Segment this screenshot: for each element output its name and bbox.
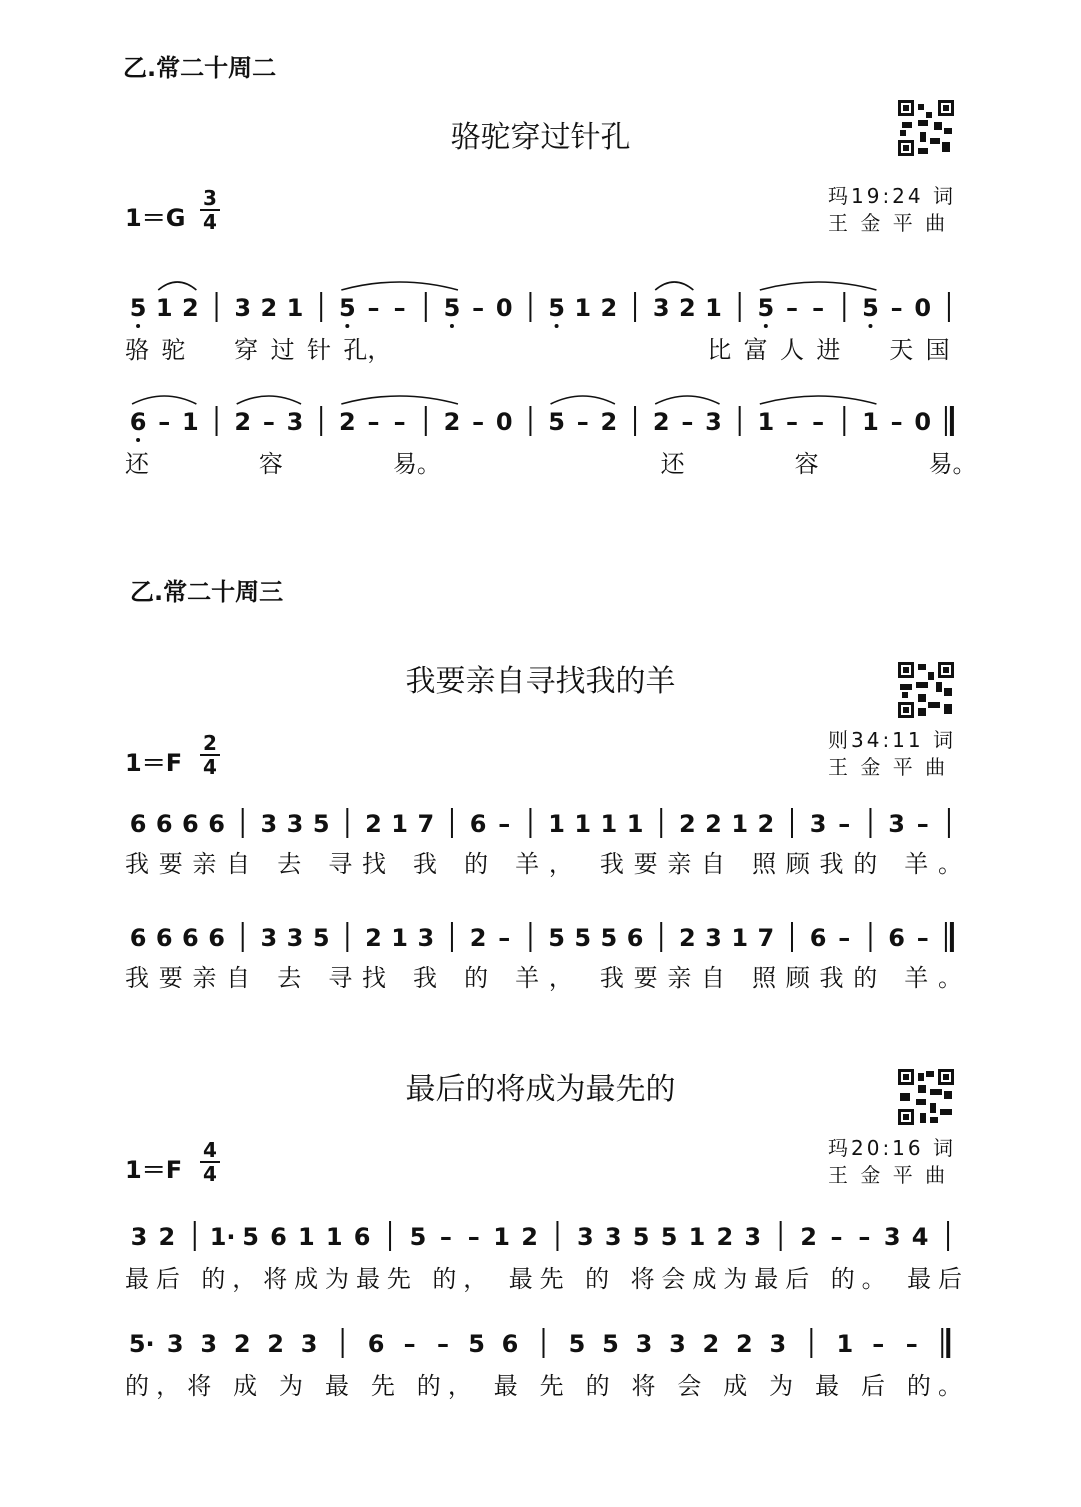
key-signature: 1＝F bbox=[125, 749, 183, 777]
note: 3 bbox=[576, 1223, 594, 1251]
note: 0 bbox=[495, 408, 513, 436]
note: 1 bbox=[548, 810, 565, 838]
note: 2 bbox=[702, 1330, 720, 1358]
note: 1 bbox=[155, 294, 173, 322]
lyric-syllable: 易。 bbox=[392, 450, 441, 478]
credit-music: 王 金 平 曲 bbox=[828, 1163, 949, 1187]
note: 1 bbox=[836, 1330, 854, 1358]
note: 5 bbox=[468, 1330, 485, 1358]
note: 6 bbox=[626, 924, 644, 952]
lyric-line: 最后 的，将成为最先 的， 最先 的 将会成为最后 的。 最后 bbox=[125, 1265, 963, 1293]
note: 3 bbox=[883, 1223, 901, 1251]
note: 3 bbox=[635, 1330, 653, 1358]
lyric-syllable: 骆 bbox=[125, 336, 149, 364]
dash: – bbox=[830, 1223, 843, 1251]
dash: – bbox=[858, 1223, 871, 1251]
note: 3 bbox=[130, 1223, 148, 1251]
lyric-syllable: 还 bbox=[660, 450, 685, 478]
note: 5 bbox=[602, 1330, 619, 1358]
note: 1 bbox=[731, 810, 749, 838]
slur bbox=[760, 282, 877, 290]
note: 5 bbox=[443, 294, 461, 322]
time-signature-numerator: 4 bbox=[203, 1138, 217, 1162]
note: 3 bbox=[705, 924, 722, 952]
note: 3 bbox=[604, 1223, 622, 1251]
note: 6 bbox=[501, 1330, 519, 1358]
note: 0 bbox=[495, 294, 513, 322]
note: 1 bbox=[862, 408, 879, 436]
dash: – bbox=[367, 294, 380, 322]
song-title: 我要亲自寻找我的羊 bbox=[405, 664, 676, 699]
note: 2 bbox=[260, 294, 278, 322]
note: 0 bbox=[914, 294, 932, 322]
dash: – bbox=[393, 408, 406, 436]
slur bbox=[655, 396, 719, 404]
note: 3 bbox=[769, 1330, 787, 1358]
slur bbox=[158, 282, 196, 290]
note: 1 bbox=[493, 1223, 511, 1251]
lyric-syllable: 穿 bbox=[234, 336, 259, 364]
dash: – bbox=[439, 1223, 452, 1251]
note: 2 bbox=[800, 1223, 817, 1251]
note: 2 bbox=[234, 408, 252, 436]
lyric-syllable: 易。 bbox=[928, 450, 977, 478]
dash: – bbox=[158, 408, 171, 436]
note: 2 bbox=[705, 810, 722, 838]
note: 5 bbox=[312, 924, 330, 952]
dash: – bbox=[467, 1223, 480, 1251]
note: 5 bbox=[312, 810, 330, 838]
note: 5 bbox=[574, 924, 592, 952]
credit-lyrics: 玛20:16 词 bbox=[828, 1136, 956, 1160]
note: 1 bbox=[626, 810, 644, 838]
dash: – bbox=[838, 924, 851, 952]
note: 5 bbox=[757, 294, 775, 322]
note: 6 bbox=[208, 810, 225, 838]
note: 2 bbox=[652, 408, 670, 436]
dash: – bbox=[681, 408, 694, 436]
dash: – bbox=[916, 810, 929, 838]
lyric-syllable: 容 bbox=[794, 450, 819, 478]
low-octave-dot bbox=[450, 324, 454, 328]
note: 5· bbox=[128, 1330, 155, 1358]
note: 2 bbox=[600, 408, 618, 436]
time-signature-denominator: 4 bbox=[203, 755, 217, 779]
note: 3 bbox=[286, 924, 304, 952]
dash: – bbox=[785, 294, 798, 322]
note: 5 bbox=[548, 294, 565, 322]
note: 1 bbox=[574, 810, 592, 838]
note: 1 bbox=[391, 924, 408, 952]
note: 3 bbox=[669, 1330, 686, 1358]
note: 6 bbox=[182, 924, 199, 952]
lyric-syllable: 进 bbox=[816, 336, 841, 364]
note: 1 bbox=[182, 408, 199, 436]
note: 1 bbox=[731, 924, 749, 952]
note: 3 bbox=[888, 810, 905, 838]
note: 2 bbox=[365, 924, 382, 952]
note: 1 bbox=[297, 1223, 315, 1251]
slur bbox=[655, 282, 693, 290]
note: 2 bbox=[365, 810, 382, 838]
note: 2 bbox=[757, 810, 775, 838]
note: 2 bbox=[736, 1330, 753, 1358]
note: 5 bbox=[548, 408, 565, 436]
note: 3 bbox=[166, 1330, 184, 1358]
lyric-syllable: 天 bbox=[889, 336, 914, 364]
note: 6 bbox=[129, 924, 147, 952]
note: 3 bbox=[286, 810, 304, 838]
credit-lyrics: 玛19:24 词 bbox=[828, 184, 956, 208]
note: 1 bbox=[688, 1223, 706, 1251]
note: 1 bbox=[286, 294, 304, 322]
dash: – bbox=[498, 924, 511, 952]
note: 2 bbox=[469, 924, 487, 952]
credit-lyrics: 则34:11 词 bbox=[828, 728, 956, 752]
note: 2 bbox=[338, 408, 356, 436]
note: 5 bbox=[409, 1223, 427, 1251]
lyric-syllable: 过 bbox=[270, 336, 295, 364]
lyric-syllable: 还 bbox=[125, 450, 149, 478]
slur bbox=[760, 396, 877, 404]
note: 6 bbox=[888, 924, 905, 952]
dash: – bbox=[785, 408, 798, 436]
note: 6 bbox=[155, 810, 173, 838]
lyric-syllable: 孔， bbox=[343, 336, 392, 364]
lyric-syllable: 驼 bbox=[161, 336, 186, 364]
dash: – bbox=[576, 408, 589, 436]
section-label: 乙.常二十周三 bbox=[130, 578, 284, 606]
note: 1 bbox=[325, 1223, 343, 1251]
note: 3 bbox=[744, 1223, 762, 1251]
note: 2 bbox=[443, 408, 461, 436]
dash: – bbox=[437, 1330, 450, 1358]
lyric-syllable: 容 bbox=[258, 450, 283, 478]
note: 6 bbox=[469, 810, 487, 838]
low-octave-dot bbox=[345, 324, 349, 328]
dash: – bbox=[890, 294, 903, 322]
note: 3 bbox=[286, 408, 304, 436]
dash: – bbox=[905, 1330, 918, 1358]
note: 2 bbox=[600, 294, 618, 322]
lyric-line: 的，将 成 为 最 先 的， 最 先 的 将 会 成 为 最 后 的。 bbox=[125, 1372, 962, 1400]
dash: – bbox=[367, 408, 380, 436]
note: 6 bbox=[809, 924, 827, 952]
note: 3 bbox=[300, 1330, 318, 1358]
lyric-line: 我要亲自 去 寻找 我 的 羊， 我要亲自 照顾我的 羊。 bbox=[125, 964, 962, 992]
note: 5 bbox=[129, 294, 147, 322]
note: 6 bbox=[353, 1223, 371, 1251]
time-signature-numerator: 2 bbox=[203, 731, 217, 755]
note: 3 bbox=[705, 408, 722, 436]
lyric-syllable: 针 bbox=[306, 336, 331, 364]
note: 6 bbox=[270, 1223, 287, 1251]
low-octave-dot bbox=[136, 438, 140, 442]
song-title: 骆驼穿过针孔 bbox=[450, 120, 631, 155]
note: 5 bbox=[548, 924, 565, 952]
time-signature-denominator: 4 bbox=[203, 1162, 217, 1186]
note: 7 bbox=[417, 810, 435, 838]
note: 6 bbox=[182, 810, 199, 838]
lyric-syllable: 国 bbox=[925, 336, 950, 364]
note: 3 bbox=[652, 294, 670, 322]
key-signature: 1＝F bbox=[125, 1156, 183, 1184]
note: 3 bbox=[260, 810, 278, 838]
note: 1 bbox=[391, 810, 408, 838]
lyric-line: 我要亲自 去 寻找 我 的 羊， 我要亲自 照顾我的 羊。 bbox=[125, 850, 962, 878]
slur bbox=[551, 396, 615, 404]
note: 2 bbox=[679, 810, 696, 838]
note: 1 bbox=[705, 294, 722, 322]
note: 2 bbox=[267, 1330, 285, 1358]
note: 2 bbox=[158, 1223, 176, 1251]
note: 5 bbox=[242, 1223, 259, 1251]
note: 3 bbox=[809, 810, 827, 838]
note: 0 bbox=[914, 408, 932, 436]
note: 5 bbox=[862, 294, 879, 322]
dash: – bbox=[472, 294, 485, 322]
note: 6 bbox=[208, 924, 225, 952]
note: 5 bbox=[600, 924, 618, 952]
slur bbox=[132, 396, 196, 404]
song-title: 最后的将成为最先的 bbox=[405, 1072, 676, 1107]
note: 1 bbox=[600, 810, 618, 838]
note: 5 bbox=[568, 1330, 586, 1358]
lyric-syllable: 人 bbox=[780, 336, 805, 364]
note: 1 bbox=[757, 408, 775, 436]
credit-music: 王 金 平 曲 bbox=[828, 755, 949, 779]
dash: – bbox=[890, 408, 903, 436]
note: 5 bbox=[338, 294, 356, 322]
note: 6 bbox=[129, 810, 147, 838]
note: 2 bbox=[233, 1330, 251, 1358]
note: 1· bbox=[209, 1223, 236, 1251]
key-signature: 1＝G bbox=[125, 204, 186, 232]
slur bbox=[341, 396, 458, 404]
low-octave-dot bbox=[764, 324, 768, 328]
note: 3 bbox=[260, 924, 278, 952]
note: 2 bbox=[679, 924, 696, 952]
dash: – bbox=[262, 408, 275, 436]
dash: – bbox=[812, 408, 825, 436]
note: 6 bbox=[129, 408, 147, 436]
note: 7 bbox=[757, 924, 775, 952]
lyric-syllable: 比 bbox=[707, 336, 732, 364]
note: 6 bbox=[367, 1330, 385, 1358]
low-octave-dot bbox=[136, 324, 140, 328]
credit-music: 王 金 平 曲 bbox=[828, 211, 949, 235]
time-signature-numerator: 3 bbox=[203, 186, 217, 210]
lyric-syllable: 富 bbox=[743, 336, 768, 364]
note: 2 bbox=[679, 294, 696, 322]
time-signature-denominator: 4 bbox=[203, 210, 217, 234]
dash: – bbox=[393, 294, 406, 322]
slur bbox=[341, 282, 458, 290]
low-octave-dot bbox=[555, 324, 559, 328]
note: 2 bbox=[182, 294, 199, 322]
note: 6 bbox=[155, 924, 173, 952]
dash: – bbox=[403, 1330, 416, 1358]
note: 2 bbox=[716, 1223, 734, 1251]
note: 2 bbox=[521, 1223, 538, 1251]
note: 3 bbox=[234, 294, 252, 322]
section-label: 乙.常二十周二 bbox=[123, 54, 277, 82]
note: 3 bbox=[200, 1330, 218, 1358]
note: 4 bbox=[911, 1223, 929, 1251]
note: 5 bbox=[660, 1223, 678, 1251]
dash: – bbox=[872, 1330, 885, 1358]
dash: – bbox=[838, 810, 851, 838]
dash: – bbox=[472, 408, 485, 436]
dash: – bbox=[498, 810, 511, 838]
note: 5 bbox=[632, 1223, 650, 1251]
slur bbox=[237, 396, 301, 404]
dash: – bbox=[812, 294, 825, 322]
low-octave-dot bbox=[868, 324, 872, 328]
note: 1 bbox=[574, 294, 592, 322]
dash: – bbox=[916, 924, 929, 952]
note: 3 bbox=[417, 924, 435, 952]
